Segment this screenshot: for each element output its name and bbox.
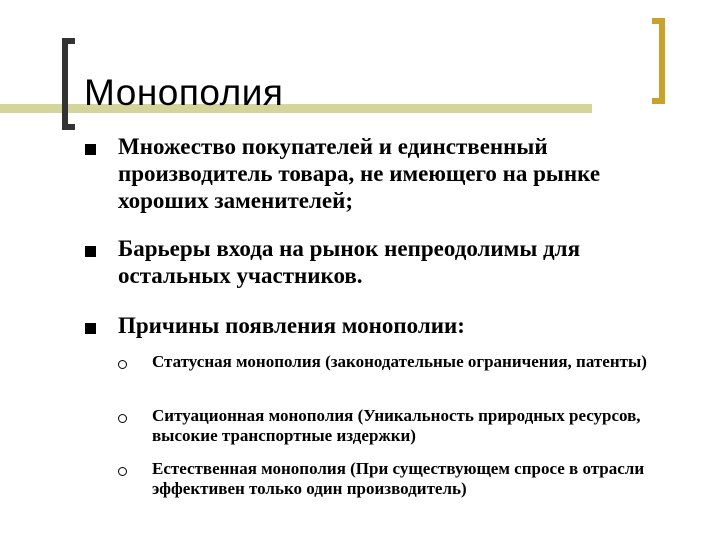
square-bullet-icon [85,246,96,257]
sub-bullet-text: Ситуационная монополия (Уникальность природных ресурсов, высокие транспортные издержки) [152,406,641,445]
bullet-text: Причины появления монополии: [118,313,465,338]
bullet-text: Барьеры входа на рынок непреодолимы для остальных участников. [118,236,581,288]
right-bracket-decoration [652,18,665,104]
left-bracket-decoration [62,38,75,130]
circle-bullet-icon [118,360,127,369]
circle-bullet-icon [118,467,127,476]
square-bullet-icon [85,144,96,155]
slide-title: Монополия [84,72,284,113]
sub-bullet-text: Естественная монополия (При существующем спросе в отрасли эффективен только один производитель) [152,459,645,498]
square-bullet-icon [85,323,96,334]
circle-bullet-icon [118,414,127,423]
bullet-text: Множество покупателей и единственный производитель товара, не имеющего на рынке хороших заменителей; [118,134,601,213]
sub-bullet-text: Статусная монополия (законодательные ограничения, патенты) [152,352,647,371]
